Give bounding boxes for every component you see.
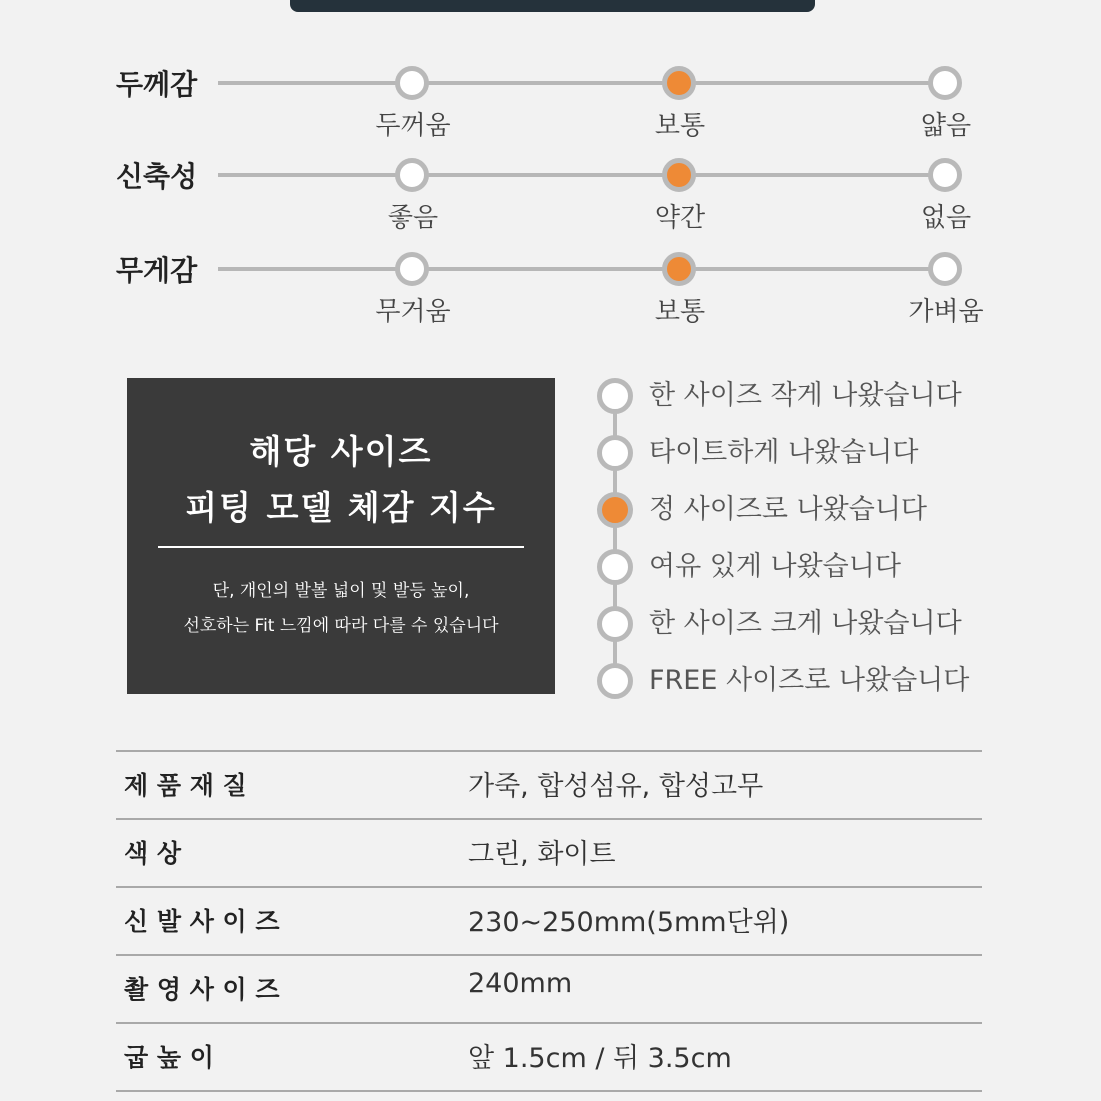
fit-option-label: 한 사이즈 크게 나왔습니다 [649,608,962,639]
radio-dot[interactable] [597,378,633,414]
scale-track [218,267,951,271]
table-row [116,818,982,886]
spec-value: 230~250mm(5mm단위) [468,907,790,938]
spec-key-text: 제 품 재 질 [124,771,247,800]
radio-dot[interactable] [597,435,633,471]
spec-key [124,834,284,870]
fitting-box-title-line2: 피팅 모델 체감 지수 [185,488,497,527]
fitting-box-note-line1: 단, 개인의 발볼 넓이 및 발등 높이, [212,581,470,601]
table-row [116,886,982,954]
scale-option-label: 무거움 [375,297,451,327]
spec-value: 240mm [468,968,573,999]
spec-key-text: 색 상 [124,839,182,868]
spec-key [124,902,284,938]
scale-option-label: 약간 [654,203,706,233]
spec-key-text: 굽 높 이 [124,1043,214,1072]
spec-table [116,750,982,1092]
fitting-index-box [127,378,555,694]
divider [158,546,524,548]
spec-key-text: 촬 영 사 이 즈 [124,975,280,1004]
scale-option-label: 얇음 [920,111,972,141]
scale-option-label: 보통 [654,111,706,141]
fitting-box-title-line1: 해당 사이즈 [249,432,433,471]
table-row [116,1022,982,1092]
header-tab [290,0,815,12]
scale-option-dot[interactable] [395,66,429,100]
scale-option-dot[interactable] [928,66,962,100]
spec-key [124,1038,284,1074]
spec-key [124,970,284,1006]
scale-option-label: 두꺼움 [375,111,451,141]
spec-value: 가죽, 합성섬유, 합성고무 [468,771,764,802]
radio-dot[interactable] [597,663,633,699]
scale-option-label: 없음 [920,203,972,233]
scale-weight [0,254,1101,359]
scale-option-label: 좋음 [387,203,439,233]
scale-label: 무게감 [116,254,198,287]
scale-option-dot[interactable] [395,158,429,192]
scale-track [218,173,951,177]
spec-value: 앞 1.5cm / 뒤 3.5cm [468,1043,732,1074]
fit-option-label: 여유 있게 나왔습니다 [649,551,901,582]
scale-label: 두께감 [116,68,198,101]
table-row [116,750,982,818]
scale-option-dot[interactable] [928,158,962,192]
fit-option-label: FREE 사이즈로 나왔습니다 [649,665,970,696]
table-row [116,954,982,1022]
fit-option-label: 정 사이즈로 나왔습니다 [649,494,927,525]
fit-option-label: 한 사이즈 작게 나왔습니다 [649,380,962,411]
fit-option-label: 타이트하게 나왔습니다 [649,437,919,468]
scale-option-dot-selected[interactable] [662,158,696,192]
spec-key [124,766,284,802]
radio-dot[interactable] [597,606,633,642]
scale-option-dot[interactable] [928,252,962,286]
scale-track [218,81,951,85]
spec-value: 그린, 화이트 [468,839,616,870]
scale-option-label: 가벼움 [908,297,984,327]
scale-option-label: 보통 [654,297,706,327]
radio-dot-selected[interactable] [597,492,633,528]
fitting-box-note-line2: 선호하는 Fit 느낌에 따라 다를 수 있습니다 [183,616,499,636]
scale-option-dot[interactable] [395,252,429,286]
spec-key-text: 신 발 사 이 즈 [124,907,280,936]
scale-option-dot-selected[interactable] [662,252,696,286]
scale-option-dot-selected[interactable] [662,66,696,100]
radio-dot[interactable] [597,549,633,585]
scale-label: 신축성 [116,160,198,193]
